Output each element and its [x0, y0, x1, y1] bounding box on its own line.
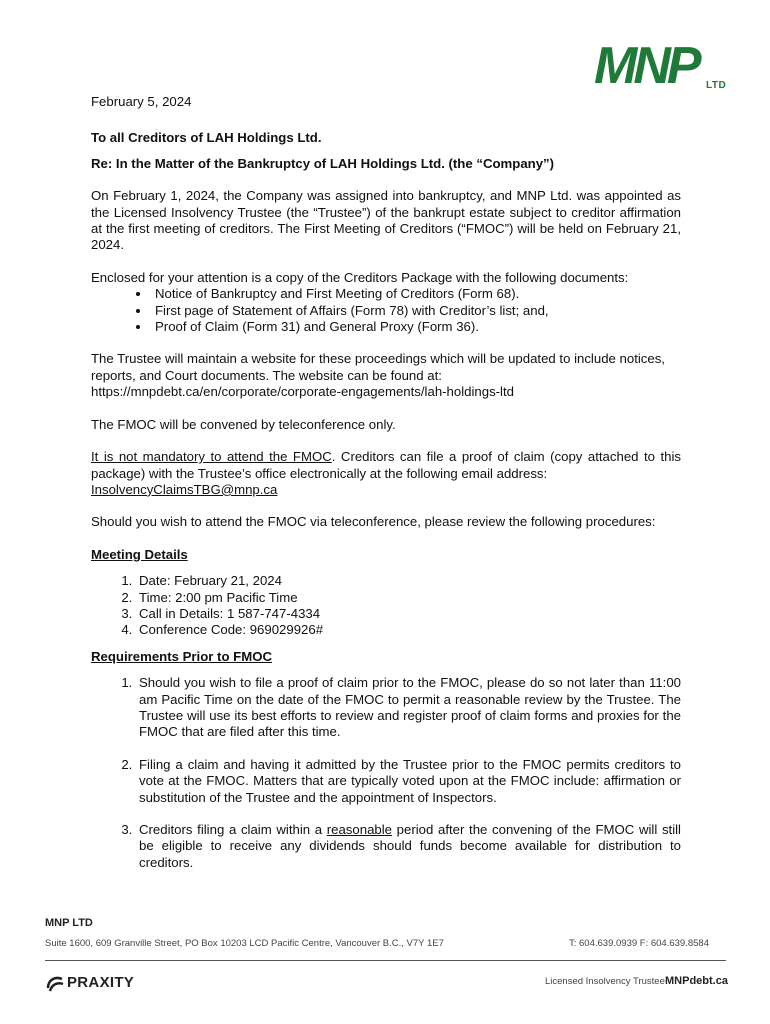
intro-paragraph: On February 1, 2024, the Company was assigned into bankruptcy, and MNP Ltd. was appointed as the Licensed Insolvency Trustee (the “Trustee”) of the bankrupt estate subject to creditor affirmation at the first meeting of creditors. The First Meeting of Creditors (“FMOC”) will be held on February 21, 2024.	[91, 188, 681, 253]
list-item: 1. Should you wish to file a proof of claim prior to the FMOC, please do so not later than 11:00 am Pacific Time on the date of the FMOC to permit a reasonable review by the Trustee. The Trustee will use its best efforts to review and register proof of claim forms and proxies for the FMOC that are filed after this time.	[136, 675, 681, 741]
teleconference-paragraph: The FMOC will be convened by teleconference only.	[91, 416, 396, 432]
praxity-wordmark: PRAXITY	[67, 974, 135, 991]
not-mandatory-text: It is not mandatory to attend the FMOC	[91, 449, 332, 465]
file-claim-text: . Creditors can file a proof of claim (copy attached to this package) with the Trustee’s office electronically at the following email address:	[91, 449, 681, 481]
list-item: 2. Time: 2:00 pm Pacific Time	[136, 590, 681, 606]
list-item: • Notice of Bankruptcy and First Meeting of Creditors (Form 68).	[151, 286, 681, 302]
list-item: 1. Date: February 21, 2024	[136, 573, 681, 589]
proof-of-claim-paragraph	[91, 449, 681, 498]
requirements-heading: Requirements Prior to FMOC	[91, 648, 272, 664]
praxity-logo	[45, 972, 145, 996]
addressee: To all Creditors of LAH Holdings Ltd.	[91, 130, 322, 146]
req3-text-b: period after the convening of the FMOC will still be eligible to receive any dividends should funds become available for distribution to creditors.	[139, 822, 681, 870]
list-item: • Proof of Claim (Form 31) and General Proxy (Form 36).	[151, 319, 681, 335]
meeting-details-list	[91, 573, 681, 639]
praxity-icon	[45, 974, 65, 994]
letter-body	[91, 94, 681, 871]
website-paragraph: The Trustee will maintain a website for these proceedings which will be updated to include notices, reports, and Court documents. The website can be found at:	[91, 351, 665, 383]
list-item: • First page of Statement of Affairs (Form 78) with Creditor’s list; and,	[151, 303, 681, 319]
req3-text-a: Creditors filing a claim within a	[139, 822, 327, 837]
footer-phones: T: 604.639.0939 F: 604.639.8584	[569, 938, 709, 949]
letter-date: February 5, 2024	[91, 94, 192, 109]
documents-list	[91, 286, 681, 335]
requirements-list	[91, 675, 681, 871]
list-item: 2. Filing a claim and having it admitted by the Trustee prior to the FMOC permits creditors to vote at the FMOC. Matters that are typically voted upon at the FMOC include: affirmation or substitution of the Trustee and the appointment of Inspectors.	[136, 757, 681, 806]
req3-reasonable: reasonable	[326, 822, 393, 837]
claims-email-link[interactable]: InsolvencyClaimsTBG@mnp.ca	[91, 481, 278, 497]
footer-tagline: Licensed Insolvency Trustee	[545, 976, 665, 987]
mnp-logo-suffix: LTD	[706, 80, 727, 91]
mnp-logo	[594, 37, 727, 95]
website-url[interactable]: https://mnpdebt.ca/en/corporate/corporate-engagements/lah-holdings-ltd	[91, 384, 514, 400]
meeting-details-heading: Meeting Details	[91, 546, 188, 562]
enclosed-paragraph: Enclosed for your attention is a copy of the Creditors Package with the following documents:	[91, 269, 629, 285]
list-item: 4. Conference Code: 969029926#	[136, 622, 681, 638]
procedures-paragraph: Should you wish to attend the FMOC via teleconference, please review the following procedures:	[91, 514, 656, 530]
footer-divider	[45, 960, 726, 961]
subject-line: Re: In the Matter of the Bankruptcy of LAH Holdings Ltd. (the “Company”)	[91, 155, 555, 171]
footer-website[interactable]: MNPdebt.ca	[665, 975, 728, 987]
footer-address: Suite 1600, 609 Granville Street, PO Box 10203 LCD Pacific Centre, Vancouver B.C., V7Y 1E7	[45, 938, 444, 949]
list-item	[136, 822, 681, 871]
footer-company: MNP LTD	[45, 917, 93, 929]
list-item: 3. Call in Details: 1 587-747-4334	[136, 606, 681, 622]
mnp-logo-wordmark: MNP	[594, 37, 698, 95]
